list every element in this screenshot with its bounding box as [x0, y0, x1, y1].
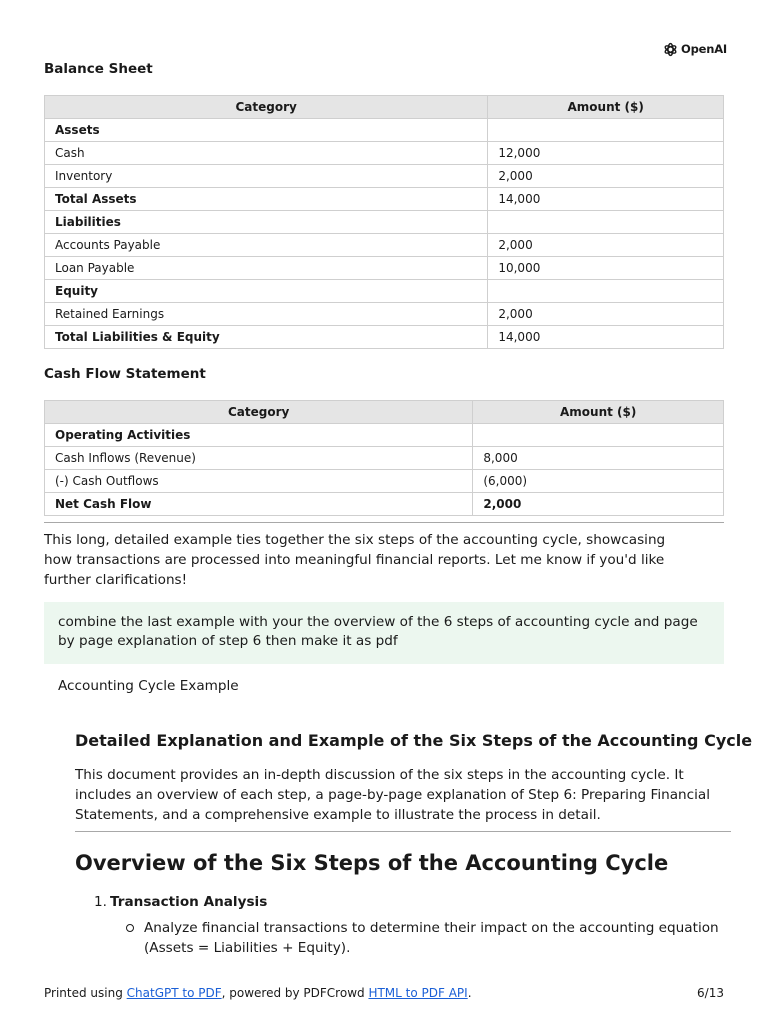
closing-paragraph: This long, detailed example ties together the six steps of the accounting cycle, showcasing how transactions are processed into meaningful financial reports. Let me know if you'd like further clarifications!	[44, 532, 666, 588]
table-row	[45, 280, 724, 303]
amount-cell: 2,000	[488, 234, 724, 257]
amount-cell: (6,000)	[473, 470, 724, 493]
divider	[75, 831, 731, 832]
amount-cell	[488, 211, 724, 234]
cash-flow-table	[44, 400, 724, 516]
category-cell: Operating Activities	[45, 424, 473, 447]
table-row	[45, 470, 724, 493]
footer-suffix: .	[467, 986, 472, 1000]
table-row	[45, 188, 724, 211]
overview-title: Overview of the Six Steps of the Accounting Cycle	[75, 851, 669, 875]
balance-sheet-table	[44, 95, 724, 349]
user-prompt-bubble: combine the last example with your the overview of the 6 steps of accounting cycle and page by page explanation of step 6 then make it as pdf	[44, 602, 724, 664]
column-header: Category	[45, 401, 473, 424]
step-title: Transaction Analysis	[110, 894, 268, 910]
page-number: 6/13	[697, 986, 724, 1000]
table-row	[45, 424, 724, 447]
footer	[44, 984, 472, 1002]
openai-logo	[663, 41, 727, 57]
table-row	[45, 119, 724, 142]
table-row	[45, 142, 724, 165]
cash-flow-title: Cash Flow Statement	[44, 366, 206, 382]
category-cell: Assets	[45, 119, 488, 142]
amount-cell	[488, 119, 724, 142]
amount-cell: 2,000	[473, 493, 724, 516]
amount-cell	[488, 280, 724, 303]
column-header: Amount ($)	[488, 96, 724, 119]
amount-cell: 12,000	[488, 142, 724, 165]
table-row	[45, 303, 724, 326]
table-row	[45, 447, 724, 470]
chatgpt-to-pdf-link[interactable]: ChatGPT to PDF	[126, 986, 222, 1000]
column-header: Category	[45, 96, 488, 119]
column-header: Amount ($)	[473, 401, 724, 424]
amount-cell: 10,000	[488, 257, 724, 280]
category-cell: (-) Cash Outflows	[45, 470, 473, 493]
category-cell: Retained Earnings	[45, 303, 488, 326]
document-caption: Accounting Cycle Example	[58, 678, 239, 694]
table-row	[45, 257, 724, 280]
table-header-row	[45, 401, 724, 424]
step-item	[94, 892, 267, 912]
category-cell: Net Cash Flow	[45, 493, 473, 516]
table-header-row	[45, 96, 724, 119]
category-cell: Inventory	[45, 165, 488, 188]
table-row	[45, 165, 724, 188]
openai-icon	[663, 42, 678, 57]
hollow-bullet-icon	[126, 924, 134, 932]
amount-cell: 2,000	[488, 165, 724, 188]
category-cell: Total Liabilities & Equity	[45, 326, 488, 349]
footer-middle: , powered by PDFCrowd	[221, 986, 369, 1000]
table-row	[45, 211, 724, 234]
divider	[44, 522, 724, 523]
step-bullet-text: Analyze financial transactions to determine their impact on the accounting equation (Assets = Liabilities + Equity).	[144, 920, 719, 956]
category-cell: Total Assets	[45, 188, 488, 211]
brand-name: OpenAI	[681, 42, 727, 56]
amount-cell: 2,000	[488, 303, 724, 326]
balance-sheet-title: Balance Sheet	[44, 61, 153, 77]
document-intro: This document provides an in-depth discussion of the six steps in the accounting cycle. It includes an overview of each step, a page-by-page explanation of Step 6: Preparing Financial Statements, and a comprehensive example to illustrate the process in detail.	[75, 767, 711, 823]
html-to-pdf-api-link[interactable]: HTML to PDF API	[368, 986, 468, 1000]
table-row	[45, 493, 724, 516]
table-row	[45, 326, 724, 349]
category-cell: Equity	[45, 280, 488, 303]
amount-cell: 8,000	[473, 447, 724, 470]
category-cell: Accounts Payable	[45, 234, 488, 257]
step-bullet	[126, 918, 736, 958]
table-row	[45, 234, 724, 257]
category-cell: Loan Payable	[45, 257, 488, 280]
category-cell: Cash Inflows (Revenue)	[45, 447, 473, 470]
category-cell: Liabilities	[45, 211, 488, 234]
step-number: 1.	[94, 894, 107, 910]
category-cell: Cash	[45, 142, 488, 165]
document-heading: Detailed Explanation and Example of the Six Steps of the Accounting Cycle	[75, 731, 753, 750]
amount-cell: 14,000	[488, 326, 724, 349]
amount-cell: 14,000	[488, 188, 724, 211]
footer-prefix: Printed using	[44, 986, 127, 1000]
amount-cell	[473, 424, 724, 447]
